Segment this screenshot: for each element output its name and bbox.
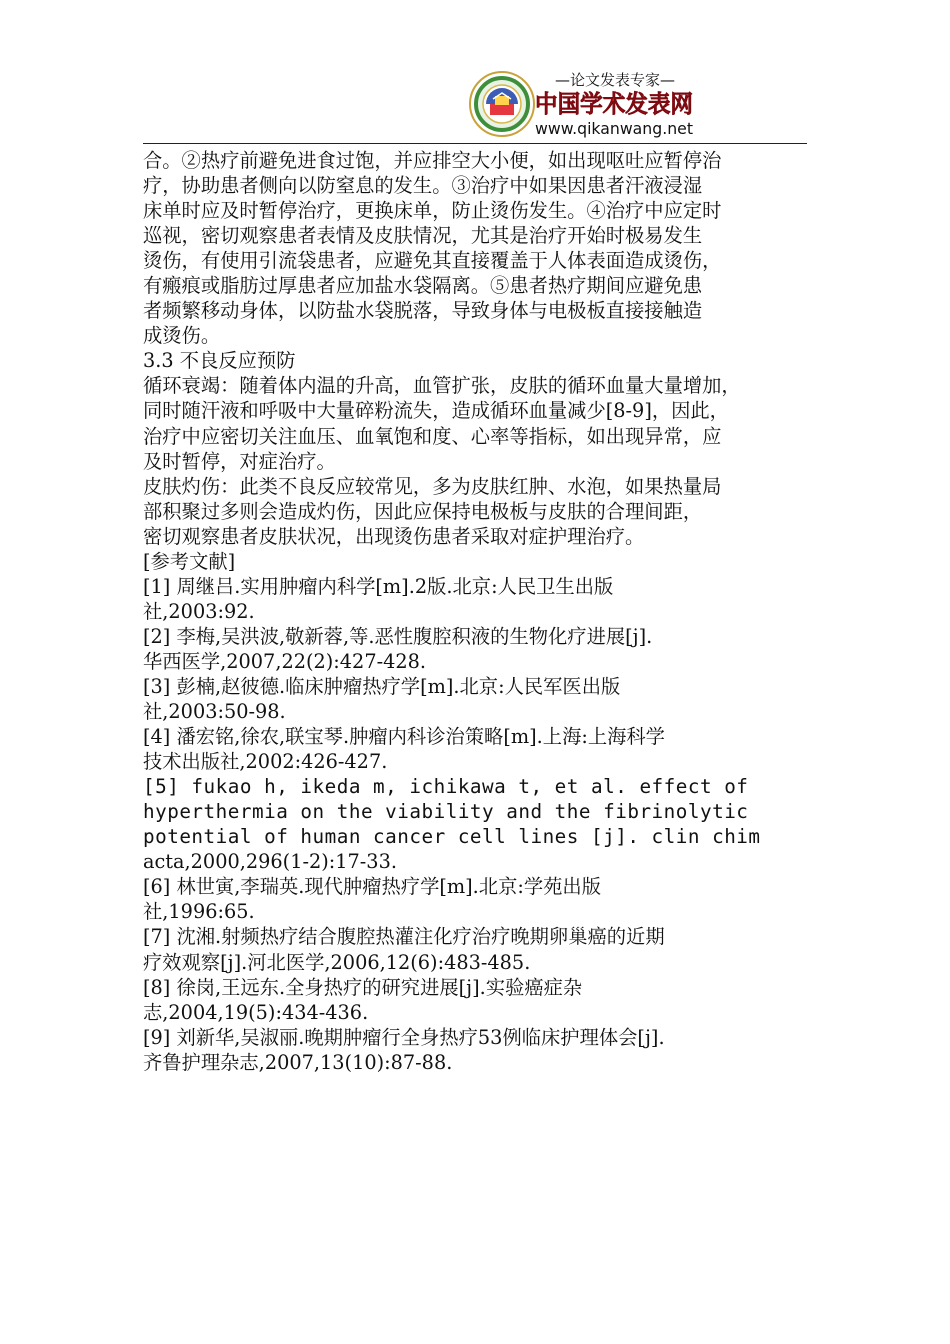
reference-line: 技术出版社,2002:426-427.: [143, 750, 388, 774]
body-line: 巡视，密切观察患者表情及皮肤情况，尤其是治疗开始时极易发生: [143, 224, 703, 248]
site-logo: [469, 68, 697, 140]
body-line: 合。②热疗前避免进食过饱，并应排空大小便，如出现呕吐应暂停治: [143, 149, 722, 172]
body-line: 及时暂停，对症治疗。: [143, 449, 336, 473]
body-line: 者频繁移动身体，以防盐水袋脱落，导致身体与电极板直接接触造: [143, 299, 703, 323]
body-line: 疗，协助患者侧向以防窒息的发生。③治疗中如果因患者汗液浸湿: [143, 174, 703, 198]
reference-line: [1] 周继吕.实用肿瘤内科学[m].2版.北京:人民卫生出版: [143, 574, 614, 598]
reference-line: [9] 刘新华,吴淑丽.晚期肿瘤行全身热疗53例临床护理体会[j].: [143, 1025, 665, 1049]
logo-brand-name: 中国学术发表网: [535, 90, 693, 118]
references-heading: [参考文献]: [143, 549, 236, 573]
body-line: 成烫伤。: [143, 324, 221, 348]
body-line: 部积聚过多则会造成灼伤，因此应保持电极板与皮肤的合理间距，: [143, 499, 703, 523]
body-line: 有瘢痕或脂肪过厚患者应加盐水袋隔离。⑤患者热疗期间应避免患: [143, 274, 703, 298]
reference-line: 齐鲁护理杂志,2007,13(10):87-88.: [143, 1050, 453, 1074]
logo-url: www.qikanwang.net: [535, 119, 693, 138]
body-line: 同时随汗液和呼吸中大量碎粉流失，造成循环血量减少[8-9]，因此，: [143, 399, 729, 423]
body-line: 循环衰竭：随着体内温的升高，血管扩张，皮肤的循环血量大量增加，: [143, 374, 741, 398]
body-line: 治疗中应密切关注血压、血氧饱和度、心率等指标，如出现异常，应: [143, 424, 722, 448]
body-line: 密切观察患者皮肤状况，出现烫伤患者采取对症护理治疗。: [143, 524, 645, 548]
reference-line: [7] 沈湘.射频热疗结合腹腔热灌注化疗治疗晚期卵巢癌的近期: [143, 925, 665, 949]
reference-line: [5] fukao h, ikeda m, ichikawa t, et al. effect of: [143, 775, 749, 799]
header-rule: [143, 143, 807, 144]
reference-line: 华西医学,2007,22(2):427-428.: [143, 649, 427, 673]
reference-line: 社,1996:65.: [143, 900, 255, 924]
body-line: 烫伤，有使用引流袋患者，应避免其直接覆盖于人体表面造成烫伤，: [143, 249, 722, 273]
reference-line: [4] 潘宏铭,徐农,联宝琴.肿瘤内科诊治策略[m].上海:上海科学: [143, 725, 665, 749]
reference-line: acta,2000,296(1-2):17-33.: [143, 850, 397, 874]
reference-line: 社,2003:50-98.: [143, 700, 286, 724]
reference-line: [6] 林世寅,李瑞英.现代肿瘤热疗学[m].北京:学苑出版: [143, 875, 601, 899]
reference-line: [8] 徐岗,王远东.全身热疗的研究进展[j].实验癌症杂: [143, 975, 583, 999]
reference-line: 志,2004,19(5):434-436.: [143, 1000, 369, 1024]
body-line: 床单时应及时暂停治疗，更换床单，防止烫伤发生。④治疗中应定时: [143, 199, 722, 223]
article-body: [143, 148, 811, 1075]
logo-tagline: —论文发表专家—: [554, 71, 676, 89]
reference-line: [2] 李梅,吴洪波,敬新蓉,等.恶性腹腔积液的生物化疗进展[j].: [143, 624, 653, 648]
reference-line: potential of human cancer cell lines [j]. clin chim: [143, 825, 761, 849]
reference-line: hyperthermia on the viability and the fibrinolytic: [143, 800, 749, 824]
reference-line: [3] 彭楠,赵彼德.临床肿瘤热疗学[m].北京:人民军医出版: [143, 674, 621, 698]
reference-line: 社,2003:92.: [143, 599, 255, 623]
section-heading: 3.3 不良反应预防: [143, 349, 296, 373]
body-line: 皮肤灼伤：此类不良反应较常见，多为皮肤红肿、水泡，如果热量局: [143, 474, 722, 498]
seal-emblem-icon: [470, 72, 534, 136]
reference-line: 疗效观察[j].河北医学,2006,12(6):483-485.: [143, 950, 531, 974]
